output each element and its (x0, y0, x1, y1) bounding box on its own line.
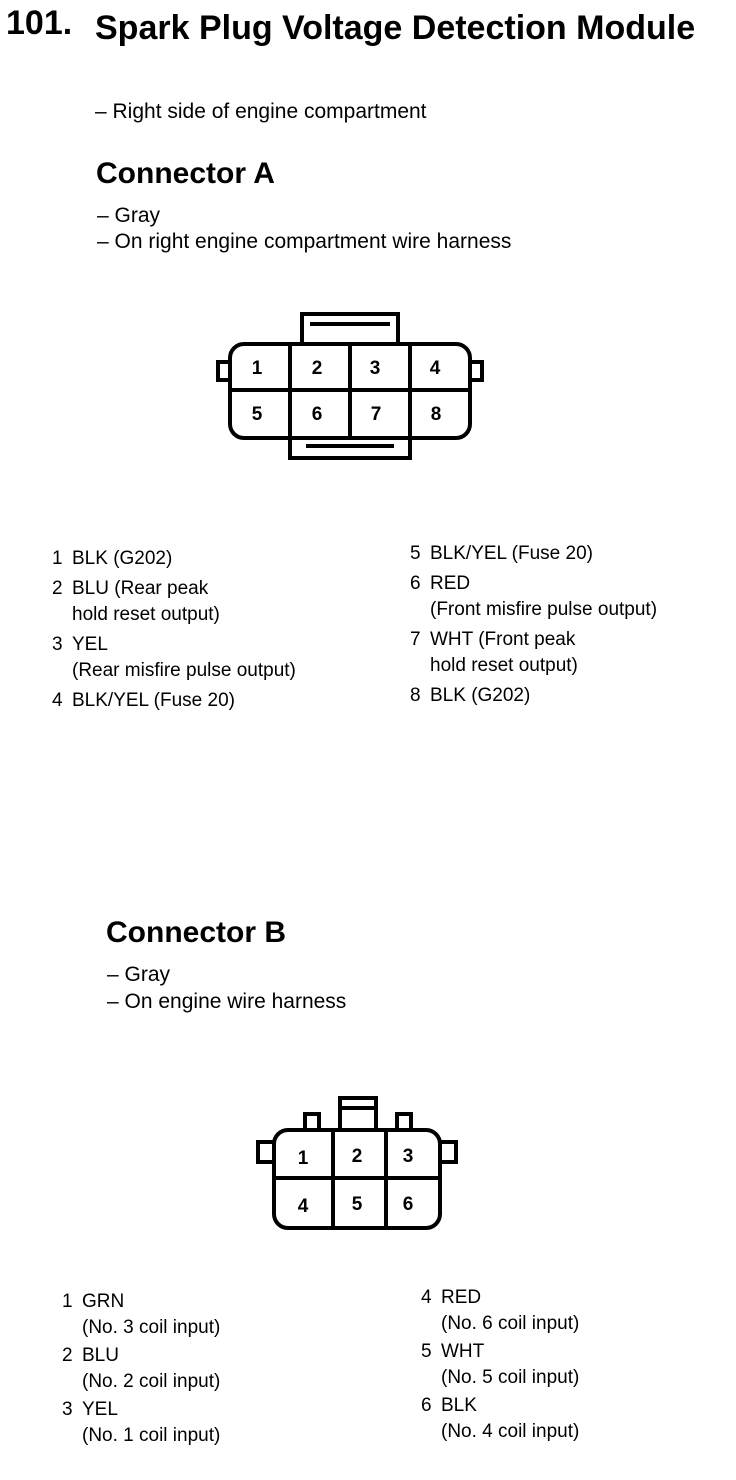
pin-entry (52, 576, 296, 628)
pin-number: 3 (52, 634, 63, 655)
pin-wire: BLU (82, 1345, 119, 1366)
connector-a-location: – On right engine compartment wire harness (97, 230, 512, 253)
pin-number: 8 (410, 685, 421, 706)
terminal-label: 5 (251, 404, 263, 425)
pin-entry (421, 1339, 579, 1391)
pin-entry (52, 688, 296, 714)
pin-wire: BLK/YEL (Fuse 20) (430, 543, 593, 564)
terminal-label: 6 (402, 1194, 414, 1215)
pin-entry (421, 1393, 579, 1445)
pin-number: 4 (421, 1287, 432, 1308)
pin-wire: GRN (82, 1291, 125, 1312)
section-number: 101. (6, 4, 73, 42)
pin-wire: RED (441, 1287, 482, 1308)
pin-function: hold reset output) (430, 655, 578, 676)
pin-wire: YEL (82, 1399, 118, 1420)
pin-entry (52, 632, 296, 684)
pin-wire: BLU (Rear peak (72, 578, 209, 599)
pin-entry (410, 571, 657, 623)
terminal-label: 8 (430, 404, 442, 425)
pin-number: 1 (62, 1291, 73, 1312)
terminal-label: 3 (369, 358, 381, 379)
pin-entry (62, 1289, 220, 1341)
terminal-label: 6 (311, 404, 323, 425)
pin-number: 5 (421, 1341, 432, 1362)
pin-wire: BLK (G202) (430, 685, 531, 706)
pin-function: (No. 4 coil input) (441, 1421, 580, 1442)
pin-number: 2 (62, 1345, 73, 1366)
pin-number: 2 (52, 578, 63, 599)
terminal-label: 2 (351, 1146, 363, 1167)
terminal-label: 4 (429, 358, 441, 379)
pin-wire: WHT (441, 1341, 485, 1362)
pin-function: hold reset output) (72, 604, 220, 625)
connector-a-diagram (210, 310, 490, 470)
pin-wire: BLK (G202) (72, 548, 173, 569)
connector-b-heading: Connector B (106, 916, 286, 949)
module-location: – Right side of engine compartment (95, 100, 427, 123)
terminal-label: 2 (311, 358, 323, 379)
connector-b-color: – Gray (107, 963, 171, 986)
pin-function: (No. 6 coil input) (441, 1313, 580, 1334)
pin-number: 7 (410, 629, 421, 650)
page-title: Spark Plug Voltage Detection Module (95, 9, 696, 47)
terminal-label: 1 (251, 358, 263, 379)
terminal-label: 7 (370, 404, 382, 425)
connector-a-pins-right (410, 541, 657, 709)
pin-number: 1 (52, 548, 63, 569)
connector-a-color: – Gray (97, 204, 161, 227)
pin-entry (52, 546, 296, 572)
pin-wire: BLK/YEL (Fuse 20) (72, 690, 235, 711)
pin-wire: YEL (72, 634, 108, 655)
pin-entry (62, 1397, 220, 1449)
connector-b-location: – On engine wire harness (107, 990, 347, 1013)
pin-entry (410, 627, 657, 679)
pin-function: (Rear misfire pulse output) (72, 660, 296, 681)
terminal-label: 4 (297, 1196, 309, 1217)
connector-a-pins-left (52, 546, 296, 714)
terminal-label: 3 (402, 1146, 414, 1167)
pin-entry (410, 541, 657, 567)
pin-number: 6 (410, 573, 421, 594)
pin-number: 6 (421, 1395, 432, 1416)
pin-number: 5 (410, 543, 421, 564)
pin-entry (421, 1285, 579, 1337)
pin-number: 4 (52, 690, 63, 711)
connector-b-pins-right (421, 1285, 579, 1445)
terminal-label: 1 (297, 1148, 309, 1169)
pin-entry (62, 1343, 220, 1395)
pin-function: (No. 5 coil input) (441, 1367, 580, 1388)
pin-function: (Front misfire pulse output) (430, 599, 658, 620)
connector-b-pins-left (62, 1289, 220, 1449)
connector-a-heading: Connector A (96, 157, 275, 190)
pin-wire: WHT (Front peak (430, 629, 576, 650)
pin-number: 3 (62, 1399, 73, 1420)
pin-function: (No. 3 coil input) (82, 1317, 221, 1338)
pin-function: (No. 2 coil input) (82, 1371, 221, 1392)
connector-b-diagram (250, 1090, 470, 1240)
pin-entry (410, 683, 657, 709)
pin-function: (No. 1 coil input) (82, 1425, 221, 1446)
terminal-label: 5 (351, 1194, 363, 1215)
pin-wire: RED (430, 573, 471, 594)
pin-wire: BLK (441, 1395, 477, 1416)
